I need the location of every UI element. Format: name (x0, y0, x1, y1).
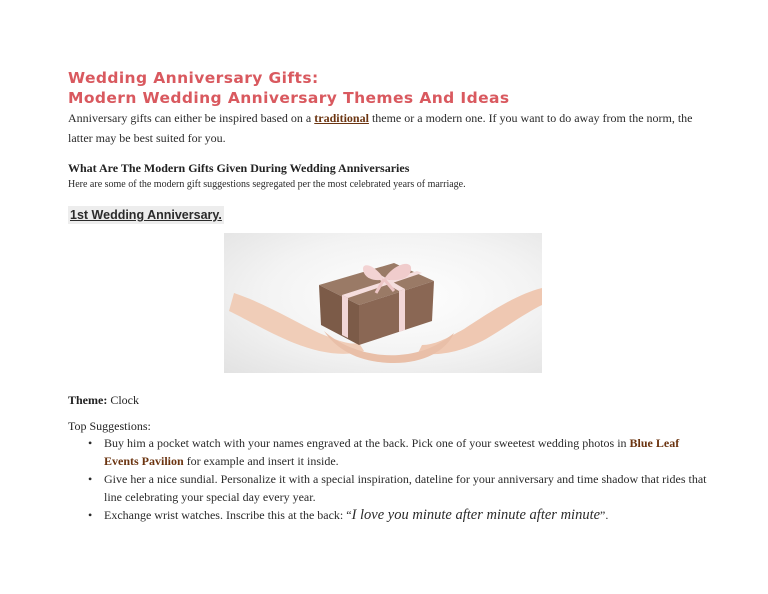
gift-box-photo (224, 233, 542, 373)
list-item (68, 506, 708, 524)
traditional-link[interactable]: traditional (314, 111, 369, 125)
list-item (68, 470, 708, 506)
intro-paragraph (68, 108, 708, 148)
page-title (68, 68, 708, 108)
theme-label: Theme: (68, 393, 108, 407)
hands-holding-gift-illustration (224, 233, 542, 373)
title-line-1: Wedding Anniversary Gifts: (68, 69, 319, 87)
bullet-icon: • (88, 508, 93, 522)
bullet-icon: • (88, 472, 93, 486)
intro-text-after: theme or a modern one. If you want to do away from the norm, the latter may be best suited for you. (68, 111, 693, 145)
list-item (68, 434, 708, 470)
bullet-icon: • (88, 436, 93, 450)
theme-value: Clock (110, 393, 139, 407)
suggestions-list (68, 434, 708, 524)
suggestion-text-after: for example and insert it inside. (183, 454, 339, 468)
suggestion-text: Exchange wrist watches. Inscribe this at the back: “ (104, 508, 352, 522)
section-subtext: Here are some of the modern gift suggestions segregated per the most celebrated years of marriage. (68, 179, 466, 190)
inscription-quote: I love you minute after minute after minute (351, 507, 601, 523)
theme-line (68, 392, 139, 408)
intro-text-before: Anniversary gifts can either be inspired based on a (68, 111, 315, 125)
document-page (68, 68, 708, 523)
blue-leaf-link[interactable]: Blue Leaf Events Pavilion (104, 436, 680, 468)
section-heading: What Are The Modern Gifts Given During Wedding Anniversaries (68, 161, 410, 175)
suggestion-text: Give her a nice sundial. Personalize it with a special inspiration, dateline for your anniversary and time shadow that rides that line celebrating your special day every year. (104, 472, 707, 504)
suggestion-text-after: ”. (600, 508, 609, 522)
top-suggestions-label: Top Suggestions: (68, 419, 151, 433)
anniversary-heading: 1st Wedding Anniversary. (70, 208, 222, 222)
title-line-2: Modern Wedding Anniversary Themes And Ideas (68, 89, 510, 107)
suggestion-text: Buy him a pocket watch with your names engraved at the back. Pick one of your sweetest wedding photos in (104, 436, 630, 450)
